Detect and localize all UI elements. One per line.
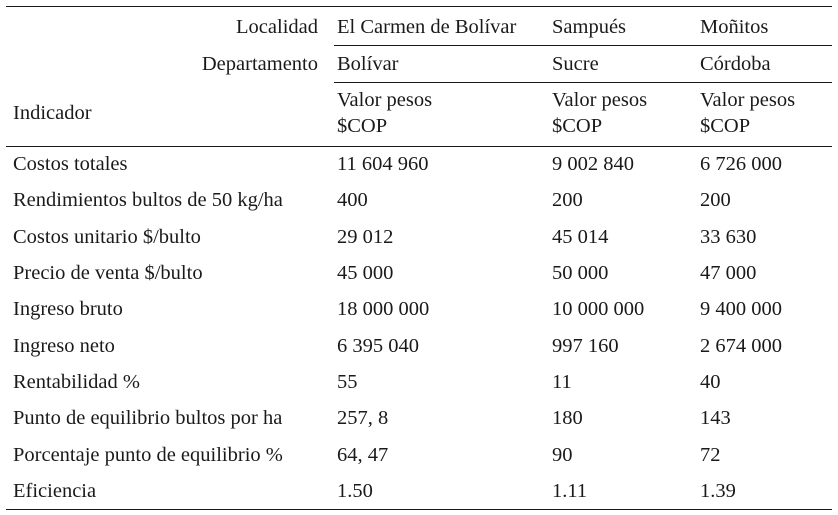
row-value: 1.39 bbox=[700, 480, 736, 502]
row-value: 29 012 bbox=[337, 226, 394, 248]
row-value: 200 bbox=[552, 189, 583, 211]
row-indicador: Ingreso bruto bbox=[13, 298, 123, 320]
row-value: 40 bbox=[700, 371, 721, 393]
departamento-label: Departamento bbox=[201, 53, 318, 75]
row-indicador: Porcentaje punto de equilibrio % bbox=[13, 444, 283, 466]
row-indicador: Precio de venta $/bulto bbox=[13, 262, 203, 284]
row-indicador: Rentabilidad % bbox=[13, 371, 140, 393]
row-value: 55 bbox=[337, 371, 358, 393]
row-indicador: Eficiencia bbox=[13, 480, 97, 502]
row-value: 64, 47 bbox=[337, 444, 389, 466]
row-value: 257, 8 bbox=[337, 407, 389, 429]
row-value: 33 630 bbox=[700, 226, 757, 248]
row-indicador: Punto de equilibrio bultos por ha bbox=[13, 407, 283, 429]
valor-header-2-line2: $COP bbox=[552, 115, 603, 137]
valor-header-3-line2: $COP bbox=[700, 115, 751, 137]
row-indicador: Rendimientos bultos de 50 kg/ha bbox=[13, 189, 283, 211]
row-value: 45 014 bbox=[552, 226, 609, 248]
row-value: 90 bbox=[552, 444, 573, 466]
valor-header-3-line1: Valor pesos bbox=[700, 89, 796, 111]
valor-header-1-line1: Valor pesos bbox=[337, 89, 433, 111]
row-value: 11 bbox=[552, 371, 572, 393]
row-value: 2 674 000 bbox=[700, 335, 782, 357]
row-value: 9 400 000 bbox=[700, 298, 782, 320]
table-top-rule bbox=[6, 6, 832, 7]
row-value: 72 bbox=[700, 444, 721, 466]
row-value: 6 395 040 bbox=[337, 335, 419, 357]
localidad-underline bbox=[334, 45, 832, 46]
departamento-bolivar: Bolívar bbox=[337, 53, 399, 75]
row-value: 6 726 000 bbox=[700, 153, 782, 175]
valor-header-2-line1: Valor pesos bbox=[552, 89, 648, 111]
valor-header-1-line2: $COP bbox=[337, 115, 388, 137]
localidad-sampues: Sampués bbox=[552, 16, 627, 38]
row-value: 10 000 000 bbox=[552, 298, 645, 320]
table-header-rule bbox=[6, 146, 832, 147]
departamento-underline bbox=[334, 82, 832, 83]
row-value: 180 bbox=[552, 407, 583, 429]
row-indicador: Costos totales bbox=[13, 153, 128, 175]
departamento-cordoba: Córdoba bbox=[700, 53, 771, 75]
row-value: 143 bbox=[700, 407, 731, 429]
row-value: 45 000 bbox=[337, 262, 394, 284]
localidad-carmen: El Carmen de Bolívar bbox=[337, 16, 517, 38]
localidad-monitos: Moñitos bbox=[700, 16, 769, 38]
localidad-label: Localidad bbox=[236, 16, 318, 38]
row-indicador: Ingreso neto bbox=[13, 335, 115, 357]
indicador-header: Indicador bbox=[13, 102, 92, 124]
row-value: 9 002 840 bbox=[552, 153, 634, 175]
row-value: 997 160 bbox=[552, 335, 619, 357]
row-value: 200 bbox=[700, 189, 731, 211]
row-value: 1.50 bbox=[337, 480, 373, 502]
table-bottom-rule bbox=[6, 509, 832, 510]
row-value: 50 000 bbox=[552, 262, 609, 284]
row-value: 47 000 bbox=[700, 262, 757, 284]
row-value: 1.11 bbox=[552, 480, 588, 502]
row-value: 400 bbox=[337, 189, 368, 211]
row-indicador: Costos unitario $/bulto bbox=[13, 226, 201, 248]
departamento-sucre: Sucre bbox=[552, 53, 599, 75]
row-value: 11 604 960 bbox=[337, 153, 429, 175]
row-value: 18 000 000 bbox=[337, 298, 430, 320]
